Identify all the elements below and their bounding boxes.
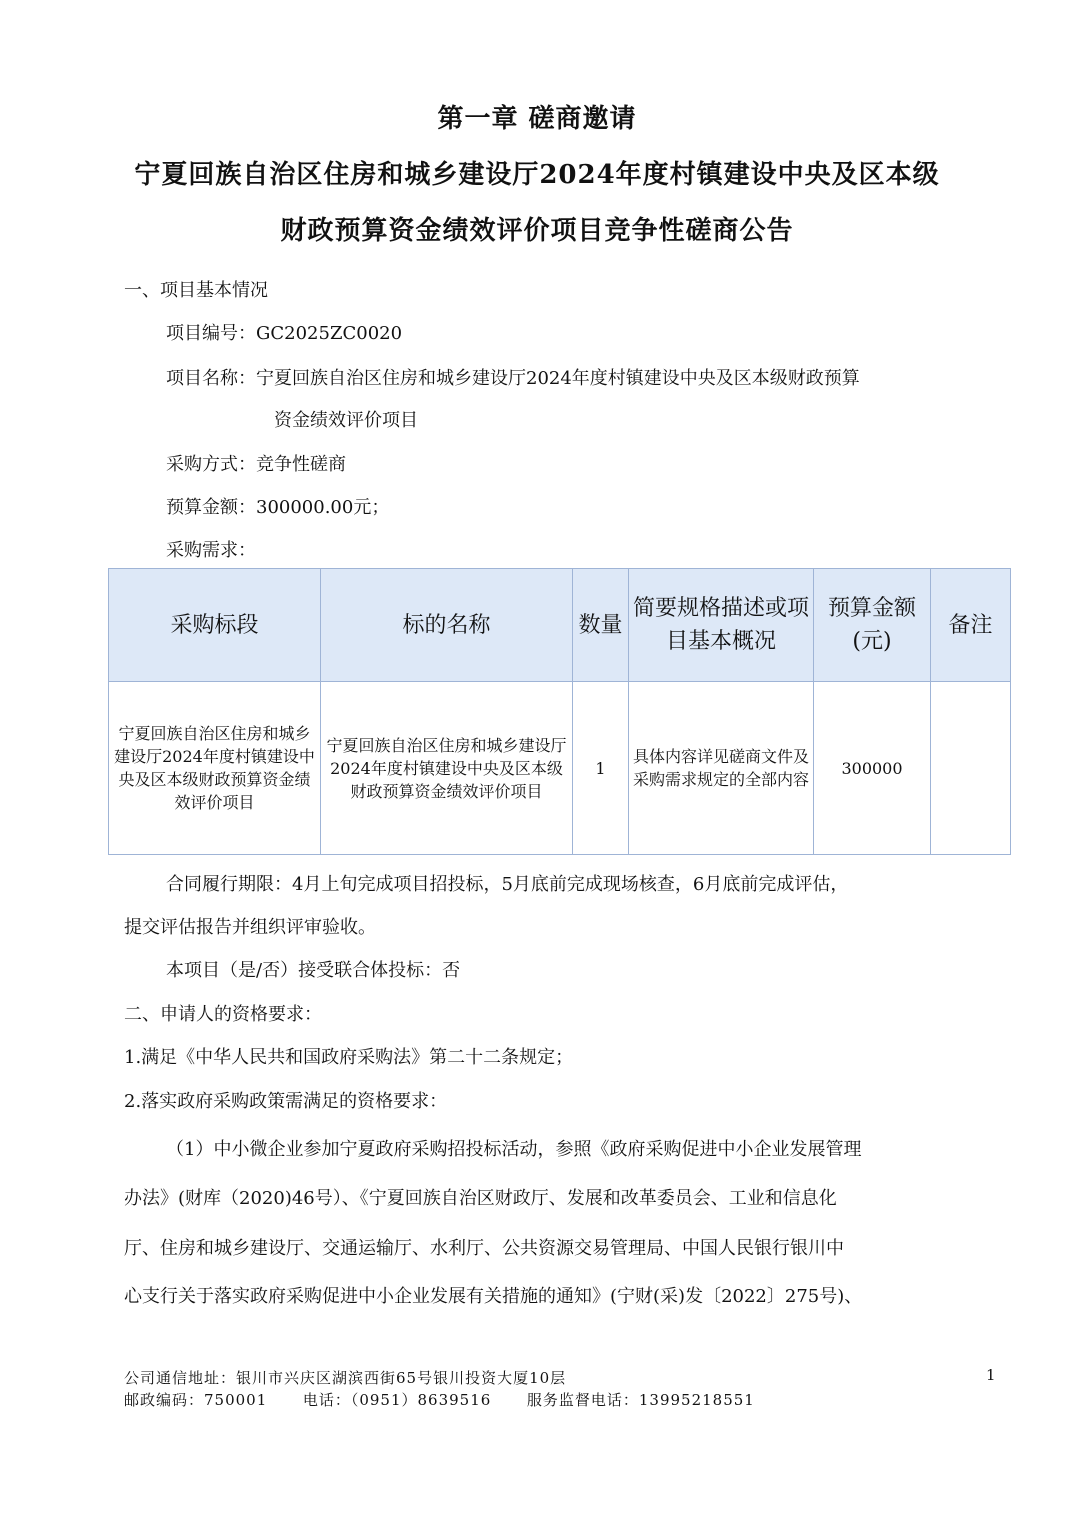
header-budget: 预算金额(元)	[814, 569, 931, 682]
footer-postcode: 邮政编码：750001	[124, 1391, 268, 1409]
section1-heading: 一、项目基本情况	[124, 280, 268, 301]
table-header-row	[109, 569, 1011, 682]
procurement-requirement-table	[108, 568, 1011, 855]
announcement-title-line2: 财政预算资金绩效评价项目竞争性磋商公告	[280, 216, 794, 246]
policy-paragraph-line1: （1）中小微企业参加宁夏政府采购招投标活动，参照《政府采购促进中小企业发展管理	[166, 1139, 862, 1160]
requirement-label: 采购需求：	[166, 540, 256, 561]
qualification-item1: 1.满足《中华人民共和国政府采购法》第二十二条规定；	[124, 1047, 574, 1068]
procurement-method: 采购方式：竞争性磋商	[166, 454, 346, 475]
page-number: 1	[986, 1366, 996, 1384]
footer-contacts	[124, 1389, 755, 1410]
contract-period-line1: 合同履行期限：4月上旬完成项目招投标，5月底前完成现场核查，6月底前完成评估，	[166, 874, 849, 895]
project-name-line2: 资金绩效评价项目	[274, 410, 418, 431]
header-remark: 备注	[931, 569, 1011, 682]
policy-paragraph-line3: 厅、住房和城乡建设厅、交通运输厅、水利厅、公共资源交易管理局、中国人民银行银川中	[124, 1238, 844, 1259]
table-row	[109, 682, 1011, 855]
budget-amount: 预算金额：300000.00元；	[166, 497, 390, 518]
cell-item-name: 宁夏回族自治区住房和城乡建设厅2024年度村镇建设中央及区本级财政预算资金绩效评价项目	[321, 682, 573, 855]
section2-heading: 二、申请人的资格要求：	[124, 1004, 322, 1025]
footer-supervision-phone: 服务监督电话：13995218551	[526, 1391, 755, 1409]
contract-period-line2: 提交评估报告并组织评审验收。	[124, 917, 376, 938]
cell-remark	[931, 682, 1011, 855]
chapter-title: 第一章 磋商邀请	[437, 104, 637, 134]
cell-lot: 宁夏回族自治区住房和城乡建设厅2024年度村镇建设中央及区本级财政预算资金绩效评价项目	[109, 682, 321, 855]
announcement-title-line1: 宁夏回族自治区住房和城乡建设厅2024年度村镇建设中央及区本级	[134, 160, 940, 190]
header-spec: 简要规格描述或项目基本概况	[629, 569, 814, 682]
cell-spec: 具体内容详见磋商文件及采购需求规定的全部内容	[629, 682, 814, 855]
qualification-item2: 2.落实政府采购政策需满足的资格要求：	[124, 1091, 448, 1112]
header-item-name: 标的名称	[321, 569, 573, 682]
header-lot: 采购标段	[109, 569, 321, 682]
policy-paragraph-line2: 办法》(财库（2020)46号）、《宁夏回族自治区财政厅、发展和改革委员会、工业和信息化	[124, 1188, 837, 1209]
project-number: 项目编号：GC2025ZC0020	[166, 323, 403, 344]
header-quantity: 数量	[573, 569, 629, 682]
policy-paragraph-line4: 心支行关于落实政府采购促进中小企业发展有关措施的通知》(宁财(采)发〔2022〕275号)、	[124, 1286, 863, 1307]
cell-budget: 300000	[814, 682, 931, 855]
project-name-line1: 项目名称：宁夏回族自治区住房和城乡建设厅2024年度村镇建设中央及区本级财政预算	[166, 368, 860, 389]
footer-address: 公司通信地址：银川市兴庆区湖滨西街65号银川投资大厦10层	[124, 1369, 567, 1387]
joint-bid-statement: 本项目（是/否）接受联合体投标：否	[166, 960, 461, 981]
cell-quantity: 1	[573, 682, 629, 855]
footer-phone: 电话：（0951）8639516	[302, 1391, 492, 1409]
